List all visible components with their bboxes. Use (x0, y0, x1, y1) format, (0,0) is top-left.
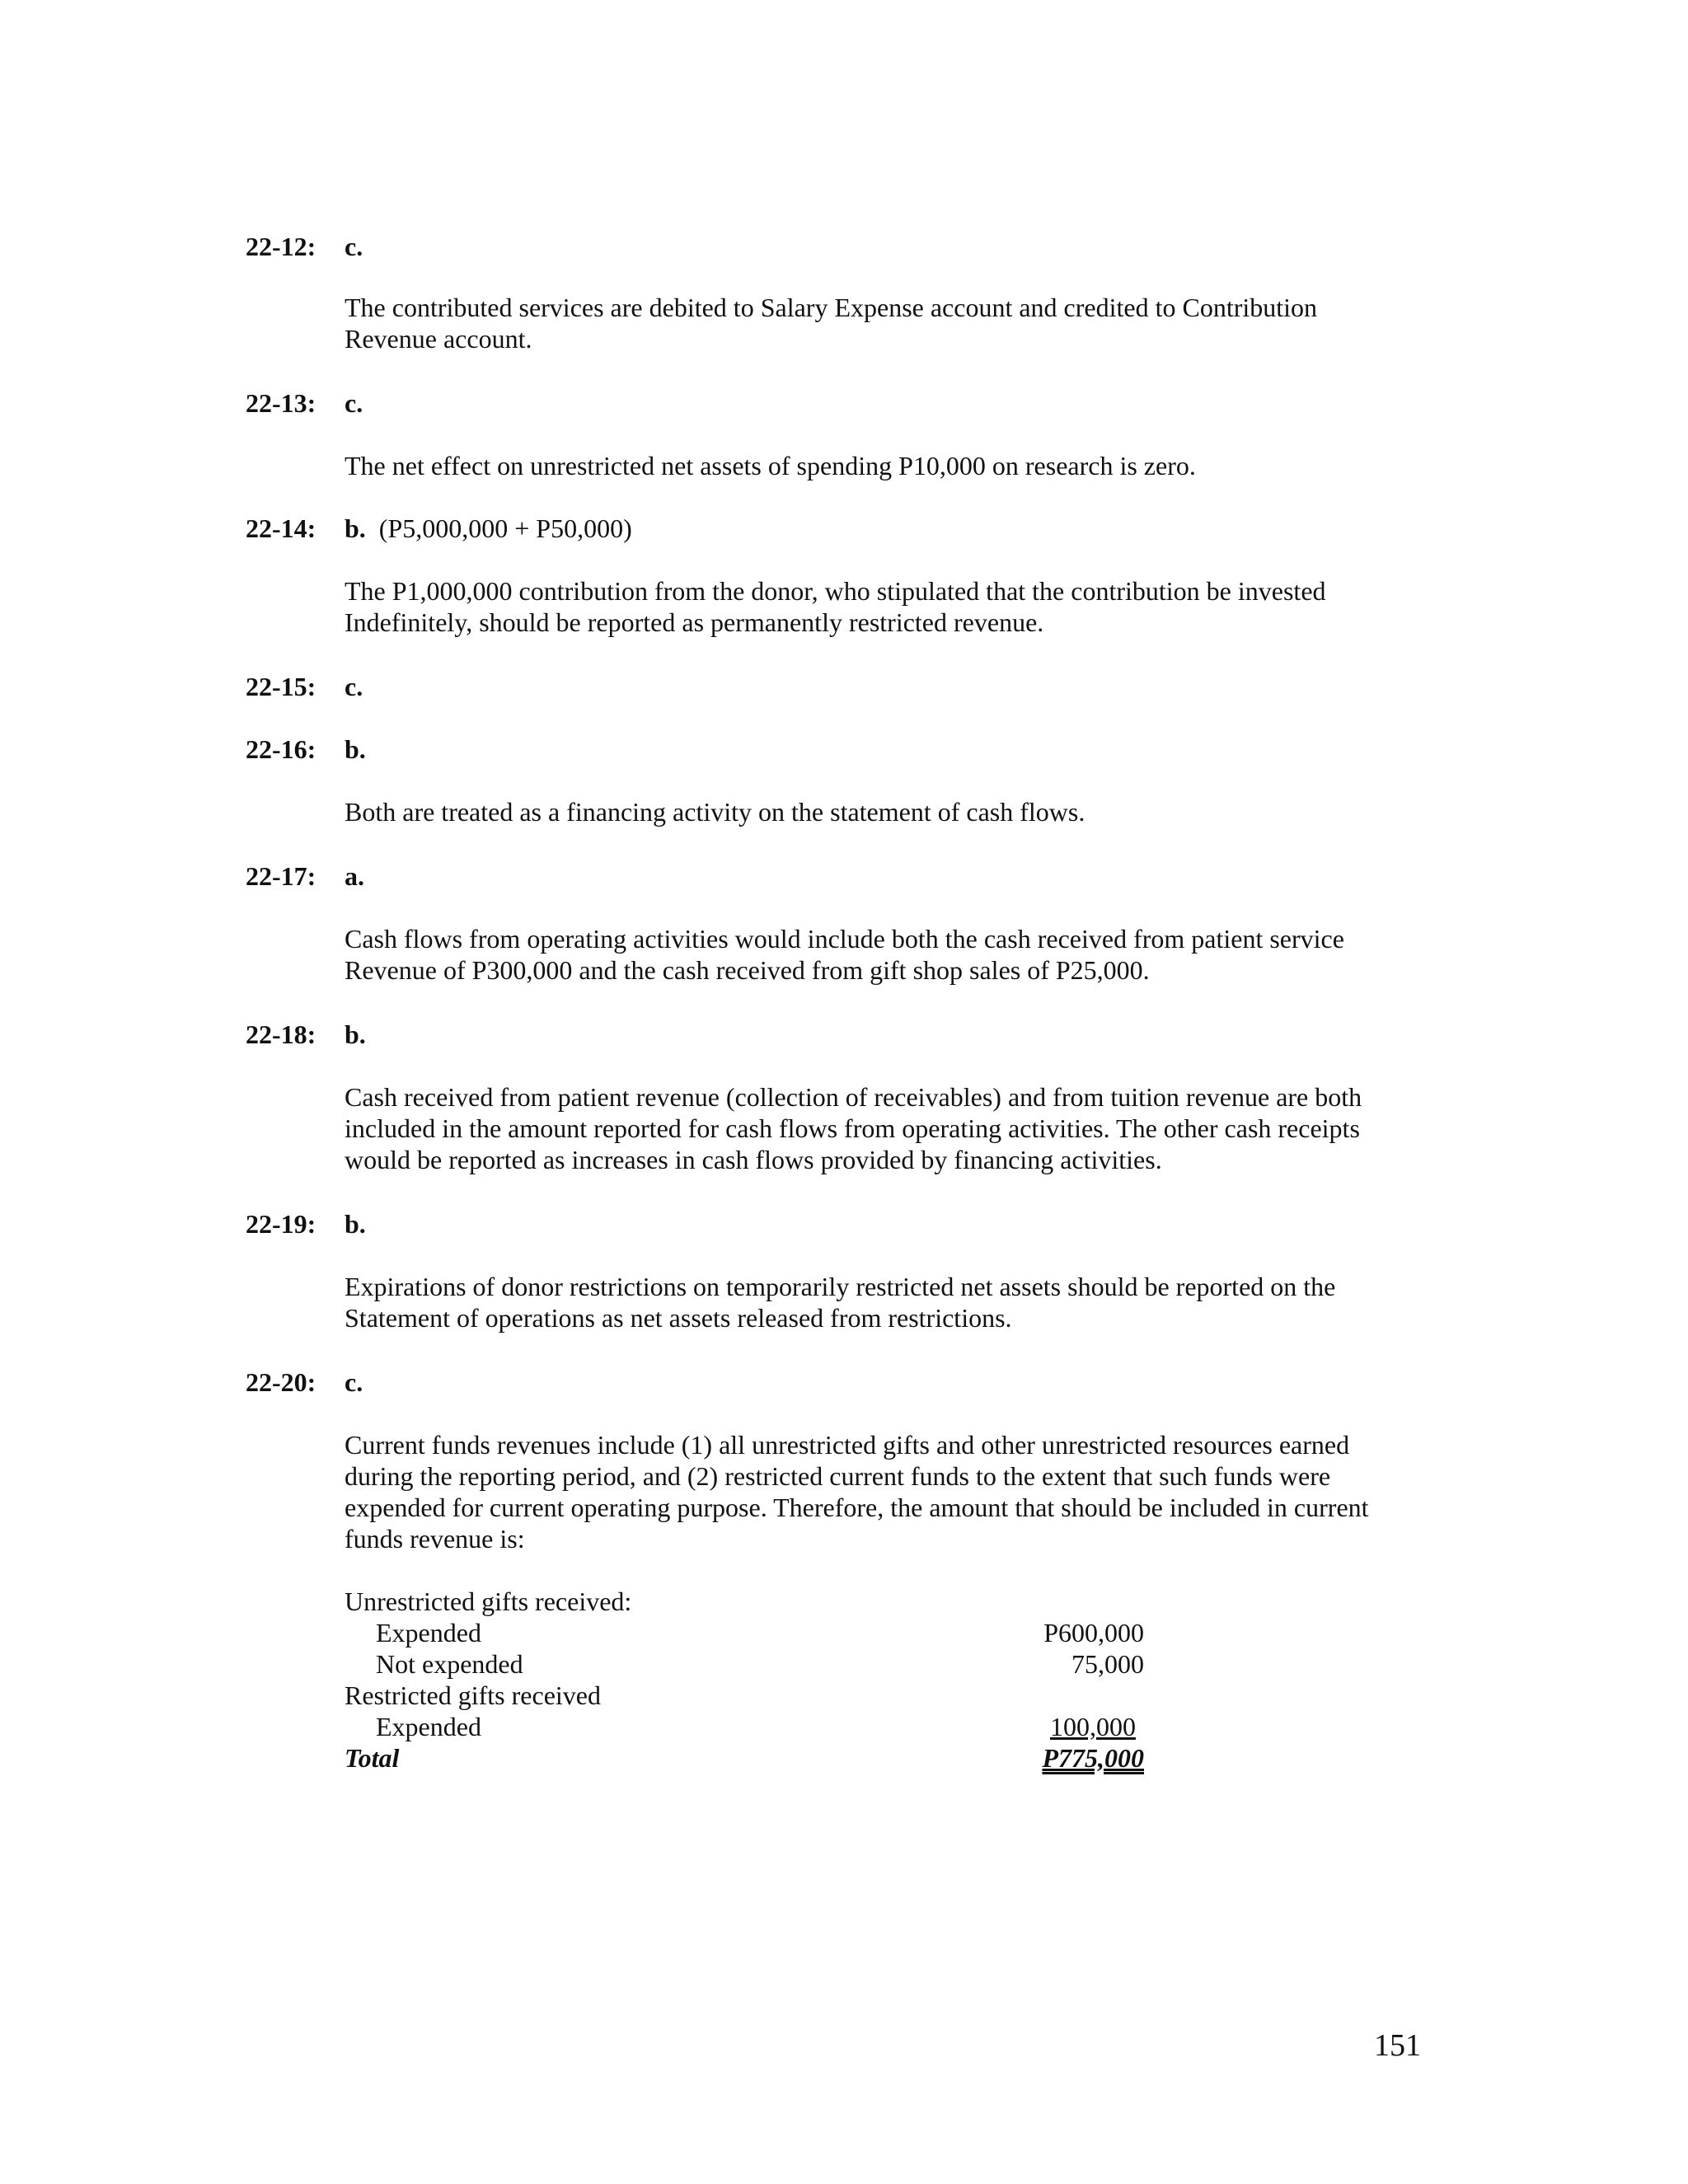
item-answer (345, 387, 363, 419)
computation-label: Restricted gifts received (345, 1680, 601, 1710)
answer-letter: c. (345, 232, 363, 261)
item-explanation (345, 292, 1432, 354)
explanation-line: Both are treated as a financing activity on the statement of cash flows. (345, 797, 1085, 827)
computation-label: Unrestricted gifts received: (345, 1586, 632, 1616)
answer-letter: b. (345, 1019, 366, 1049)
explanation-line: expended for current operating purpose. Therefore, the amount that should be included in current (345, 1493, 1369, 1522)
item-number: 22-12: (246, 232, 316, 261)
computation-amount: P600,000 (1043, 1618, 1144, 1647)
computation-label: Not expended (376, 1649, 523, 1679)
answer-letter: c. (345, 1367, 363, 1397)
answer-letter: b. (345, 513, 366, 543)
item-answer (345, 671, 363, 702)
answer-computation: (P5,000,000 + P50,000) (378, 513, 632, 543)
total-amount: P775,000 (1042, 1743, 1144, 1773)
item-answer (345, 513, 632, 544)
item-number: 22-15: (246, 672, 316, 701)
explanation-line: Cash flows from operating activities would include both the cash received from patient service (345, 924, 1344, 954)
item-answer (345, 1208, 366, 1240)
computation-amount: 75,000 (1071, 1649, 1144, 1679)
explanation-line: The contributed services are debited to Salary Expense account and credited to Contribution (345, 293, 1318, 322)
answer-letter: a. (345, 861, 364, 891)
item-number: 22-19: (246, 1209, 316, 1239)
item-answer (345, 231, 363, 262)
explanation-line: Current funds revenues include (1) all unrestricted gifts and other unrestricted resources earned (345, 1430, 1350, 1460)
explanation-line: Expirations of donor restrictions on temporarily restricted net assets should be reported on the (345, 1272, 1336, 1301)
explanation-line: Revenue of P300,000 and the cash received from gift shop sales of P25,000. (345, 955, 1150, 985)
total-label: Total (345, 1743, 400, 1773)
explanation-line: included in the amount reported for cash flows from operating activities. The other cash receipts (345, 1113, 1360, 1143)
explanation-line: Cash received from patient revenue (collection of receivables) and from tuition revenue are both (345, 1082, 1362, 1112)
answer-letter: c. (345, 672, 363, 701)
item-number: 22-13: (246, 388, 316, 418)
computation-row (345, 1586, 1144, 1617)
item-explanation (345, 1429, 1432, 1554)
computation-amount: 100,000 (1050, 1712, 1136, 1741)
explanation-line: Indefinitely, should be reported as permanently restricted revenue. (345, 607, 1044, 637)
computation-row (345, 1617, 1144, 1648)
item-number: 22-14: (246, 513, 316, 543)
computation-row (345, 1648, 1144, 1680)
explanation-line: The P1,000,000 contribution from the donor, who stipulated that the contribution be invested (345, 576, 1326, 606)
explanation-line: would be reported as increases in cash flows provided by financing activities. (345, 1145, 1162, 1174)
answer-letter: b. (345, 734, 366, 764)
explanation-line: during the reporting period, and (2) restricted current funds to the extent that such funds were (345, 1461, 1331, 1491)
computation-label: Expended (376, 1712, 481, 1741)
item-answer (345, 1019, 366, 1050)
item-answer (345, 1366, 363, 1398)
item-answer (345, 860, 364, 892)
explanation-line: Statement of operations as net assets released from restrictions. (345, 1303, 1012, 1333)
item-number: 22-16: (246, 734, 316, 764)
item-number: 22-18: (246, 1019, 316, 1049)
computation-total-row (345, 1742, 1144, 1774)
item-number: 22-20: (246, 1367, 316, 1397)
answer-letter: b. (345, 1209, 366, 1239)
page-number: 151 (1374, 2028, 1421, 2063)
item-explanation (345, 450, 1432, 481)
explanation-line: The net effect on unrestricted net assets of spending P10,000 on research is zero. (345, 451, 1196, 480)
item-answer (345, 733, 366, 765)
explanation-line: Revenue account. (345, 324, 532, 354)
computation-label: Expended (376, 1618, 481, 1647)
item-explanation (345, 575, 1432, 638)
explanation-line: funds revenue is: (345, 1524, 525, 1554)
item-explanation (345, 1271, 1432, 1333)
item-explanation (345, 796, 1432, 827)
item-explanation (345, 1081, 1432, 1175)
computation-row (345, 1680, 1144, 1711)
item-number: 22-17: (246, 861, 316, 891)
computation-row (345, 1711, 1144, 1742)
item-explanation (345, 923, 1432, 986)
answer-letter: c. (345, 388, 363, 418)
